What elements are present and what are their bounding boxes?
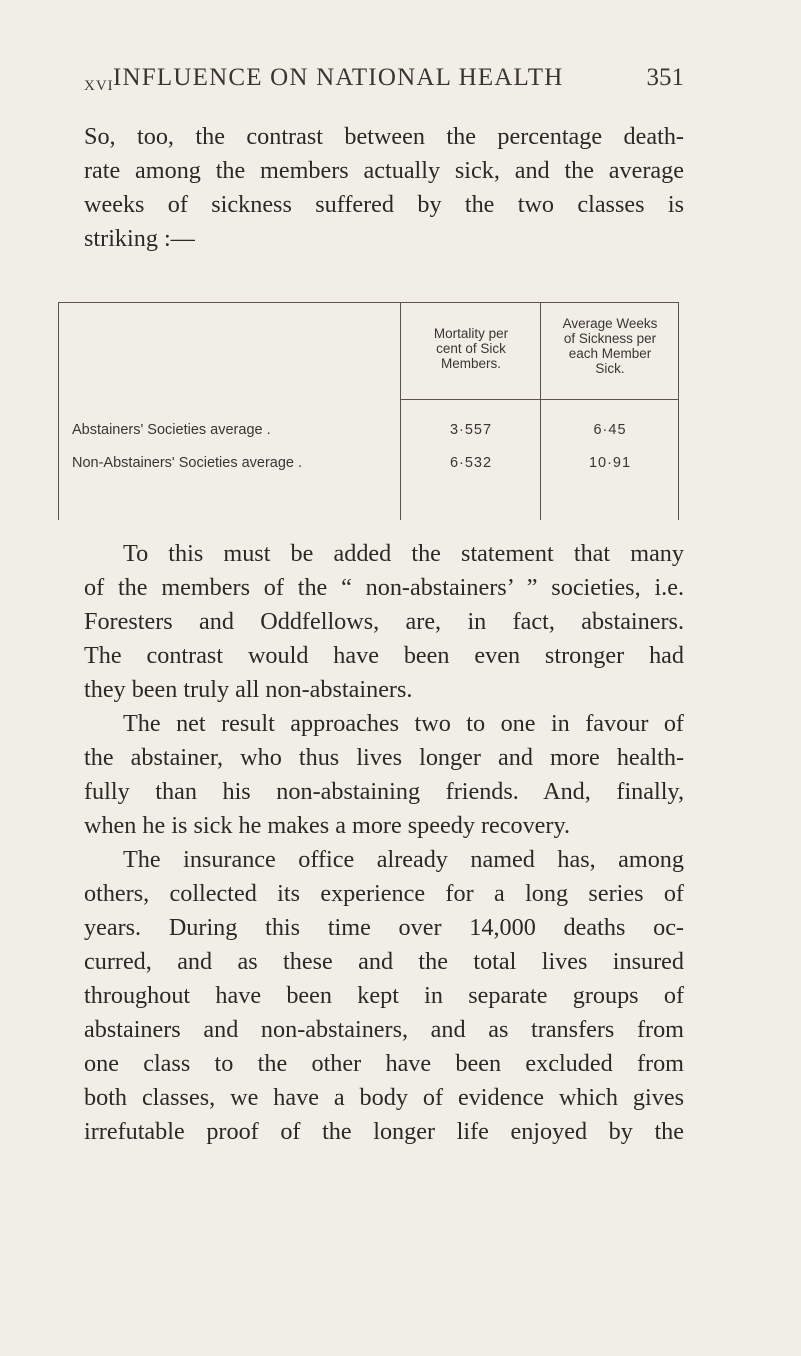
text-line: abstainers and non-abstainers, and as transfers from: [84, 1016, 684, 1043]
text-line: So, too, the contrast between the percentage death-: [84, 123, 684, 150]
cell-mortality-non-abstainers: 6·532: [449, 455, 493, 471]
text-line: one class to the other have been excluded from: [84, 1050, 684, 1077]
text-line: of the members of the “ non-abstainers’ ” societies, i.e.: [84, 574, 684, 601]
paragraph-insurance: [84, 843, 684, 1149]
text-line: The net result approaches two to one in favour of: [123, 710, 684, 737]
chapter-numeral: XVI: [84, 78, 114, 94]
cell-weeks-non-abstainers: 10·91: [588, 455, 632, 471]
text-line: Foresters and Oddfellows, are, in fact, abstainers.: [84, 608, 684, 635]
cell-mortality-abstainers: 3·557: [449, 422, 493, 438]
cell-weeks-abstainers: 6·45: [593, 422, 627, 438]
paragraph-net-result: [84, 707, 684, 843]
page-header: [84, 64, 684, 98]
text-line: To this must be added the statement that many: [123, 540, 684, 567]
mortality-table: [58, 302, 680, 520]
page-number: 351: [646, 64, 684, 91]
text-line: they been truly all non-abstainers.: [84, 676, 413, 703]
text-line: weeks of sickness suffered by the two classes is: [84, 191, 684, 218]
column-header-mortality: Mortality per cent of Sick Members.: [433, 326, 509, 371]
text-line: both classes, we have a body of evidence which gives: [84, 1084, 684, 1111]
table-rule: [58, 302, 678, 303]
row-label-non-abstainers: Non-Abstainers' Societies average .: [72, 455, 303, 471]
text-line: irrefutable proof of the longer life enjoyed by the: [84, 1118, 684, 1145]
text-line: the abstainer, who thus lives longer and more health-: [84, 744, 684, 771]
table-rule: [678, 302, 679, 520]
text-line: throughout have been kept in separate groups of: [84, 982, 684, 1009]
text-line: curred, and as these and the total lives insured: [84, 948, 684, 975]
table-rule: [540, 302, 541, 520]
table-rule: [400, 302, 401, 520]
column-header-weeks: Average Weeks of Sickness per each Member Sick.: [562, 316, 658, 376]
row-label-abstainers: Abstainers' Societies average .: [72, 422, 271, 438]
text-line: years. During this time over 14,000 deaths oc-: [84, 914, 684, 941]
text-line: rate among the members actually sick, and the average: [84, 157, 684, 184]
running-title: INFLUENCE ON NATIONAL HEALTH: [113, 64, 564, 91]
paragraph-statement: [84, 537, 684, 707]
text-line: The contrast would have been even stronger had: [84, 642, 684, 669]
text-line: others, collected its experience for a long series of: [84, 880, 684, 907]
table-rule: [58, 302, 59, 520]
text-line: striking :—: [84, 225, 195, 252]
paragraph-intro: [84, 120, 684, 256]
text-line: when he is sick he makes a more speedy recovery.: [84, 812, 571, 839]
text-line: fully than his non-abstaining friends. And, finally,: [84, 778, 684, 805]
text-line: The insurance office already named has, among: [123, 846, 684, 873]
table-rule: [400, 399, 678, 400]
